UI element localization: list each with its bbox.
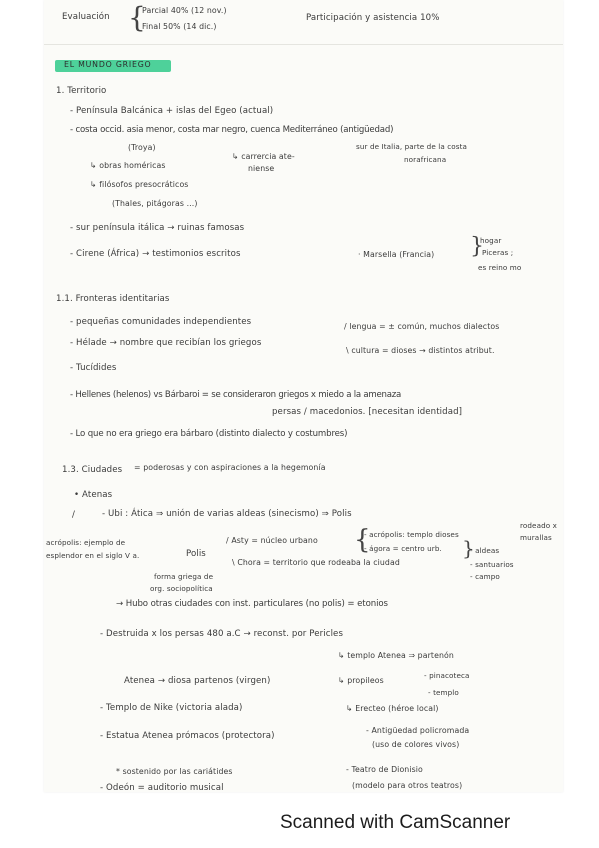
pinacoteca-sub: - pinacoteca xyxy=(424,671,470,680)
murallas-note: murallas xyxy=(520,533,552,542)
niense-note: niense xyxy=(248,164,275,173)
fronteras-line-1: - pequeñas comunidades independientes xyxy=(70,317,252,327)
territorio-line-1: - Península Balcánica + islas del Egeo (actual) xyxy=(70,106,274,116)
ciudades-heading-note: = poderosas y con aspiraciones a la hegemonía xyxy=(134,463,326,472)
reino-note: es reino mo xyxy=(478,263,522,272)
aldeas-sub: - aldeas xyxy=(470,546,500,555)
ciudades-heading: 1.3. Ciudades xyxy=(62,465,123,475)
asty-line: / Asty = núcleo urbano xyxy=(226,536,318,545)
antiguedad-line: - Antigüedad policromada xyxy=(366,726,470,735)
sur-italia-note: sur de Italia, parte de la costa xyxy=(356,142,468,151)
odeon-line: - Odeón = auditorio musical xyxy=(100,783,224,793)
atenas-tick: / xyxy=(72,510,75,520)
propileos-line: ↳ propileos xyxy=(338,676,384,685)
participacion-line: Participación y asistencia 10% xyxy=(306,13,440,23)
ubi-line: - Ubi : Ática ⇒ unión de varias aldeas (sinecismo) ⇒ Polis xyxy=(102,509,352,519)
fronteras-line-2: - Hélade → nombre que recibían los griegos xyxy=(70,338,262,348)
section-title: EL MUNDO GRIEGO xyxy=(64,60,152,69)
fronteras-line-3: - Tucídides xyxy=(70,363,117,373)
acropolis-side-note: acrópolis: ejemplo de xyxy=(46,538,126,547)
carrercia-note: ↳ carrercia ate- xyxy=(232,152,295,161)
templo-sub: - templo xyxy=(428,688,459,697)
templo-atenea-line: ↳ templo Atenea ⇒ partenón xyxy=(338,651,454,660)
marsella-brace: } xyxy=(470,234,484,259)
norafricana-note: norafricana xyxy=(404,155,447,164)
teatro-line: - Teatro de Dionisio xyxy=(346,765,423,774)
santuarios-sub: - santuarios xyxy=(470,560,514,569)
camscanner-watermark: Scanned with CamScanner xyxy=(280,812,511,833)
piceras-note: Piceras ; xyxy=(482,248,514,257)
sur-peninsula-line: - sur península itálica → ruinas famosas xyxy=(70,223,245,233)
header-divider xyxy=(44,44,563,45)
troya-note: (Troya) xyxy=(128,143,156,152)
acropolis-sub: - acrópolis: templo dioses xyxy=(364,530,459,539)
lengua-note: / lengua = ± común, muchos dialectos xyxy=(344,322,500,331)
thales-note: (Thales, pitágoras ...) xyxy=(112,199,198,208)
filosofos-note: ↳ filósofos presocráticos xyxy=(90,180,189,189)
evaluacion-label: Evaluación xyxy=(62,12,110,22)
chora-line: \ Chora = territorio que rodeaba la ciudad xyxy=(232,558,400,567)
agora-sub: - ágora = centro urb. xyxy=(364,544,442,553)
fronteras-line-4b: persas / macedonios. [necesitan identidad] xyxy=(272,407,463,417)
campo-sub: - campo xyxy=(470,572,500,581)
forma-note: forma griega de xyxy=(154,572,214,581)
nike-line: - Templo de Nike (victoria alada) xyxy=(100,703,243,713)
fronteras-line-4: - Hellenes (helenos) vs Bárbaroi = se consideraron griegos x miedo a la amenaza xyxy=(70,390,402,400)
fronteras-heading: 1.1. Fronteras identitarias xyxy=(56,294,170,304)
header-brace: { xyxy=(128,1,146,34)
esplendor-side-note: esplendor en el siglo V a. xyxy=(46,551,140,560)
rodeado-note: rodeado x xyxy=(520,521,557,530)
territorio-line-2: - costa occid. asia menor, costa mar negro, cuenca Mediterráneo (antigüedad) xyxy=(70,125,394,135)
org-note: org. sociopolítica xyxy=(150,584,213,593)
modelo-line: (modelo para otros teatros) xyxy=(352,781,463,790)
atenea-line: Atenea → diosa partenos (virgen) xyxy=(124,676,271,686)
atenas-item: • Atenas xyxy=(74,490,113,500)
hogar-note: hogar xyxy=(480,236,502,245)
territorio-heading: 1. Territorio xyxy=(56,86,107,96)
polis-term: Polis xyxy=(186,549,206,559)
estatua-line: - Estatua Atenea prómacos (protectora) xyxy=(100,731,275,741)
obras-note: ↳ obras homéricas xyxy=(90,161,166,170)
asty-brace: { xyxy=(354,525,371,555)
hubo-line: → Hubo otras ciudades con inst. particulares (no polis) = etonios xyxy=(116,599,388,609)
parcial-line: Parcial 40% (12 nov.) xyxy=(142,6,227,15)
destruida-line: - Destruida x los persas 480 a.C → reconst. por Pericles xyxy=(100,629,344,639)
marsella-line: · Marsella (Francia) xyxy=(358,250,435,259)
cultura-note: \ cultura = dioses → distintos atribut. xyxy=(346,346,495,355)
chora-brace: } xyxy=(462,536,475,560)
sostenido-line: * sostenido por las cariátides xyxy=(116,767,233,776)
final-line: Final 50% (14 dic.) xyxy=(142,22,217,31)
cirene-line: - Cirene (África) → testimonios escritos xyxy=(70,249,241,259)
uso-line: (uso de colores vivos) xyxy=(372,740,460,749)
erecteo-line: ↳ Erecteo (héroe local) xyxy=(346,704,439,713)
fronteras-line-5: - Lo que no era griego era bárbaro (distinto dialecto y costumbres) xyxy=(70,429,348,439)
